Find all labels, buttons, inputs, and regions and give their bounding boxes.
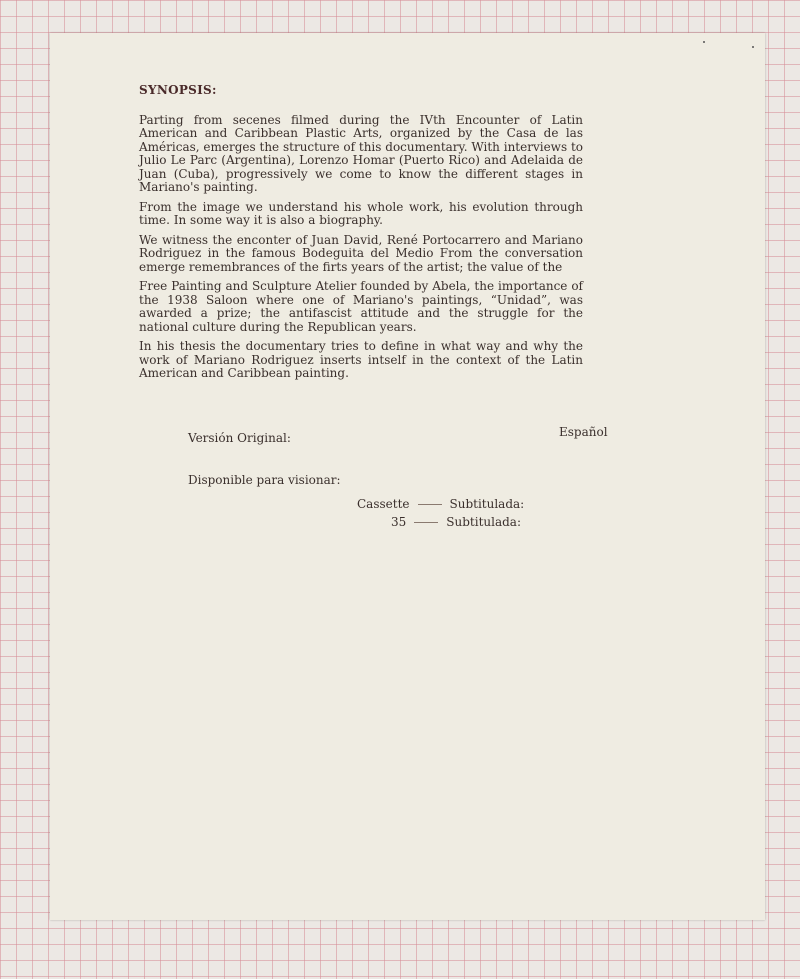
- speck-mark: [752, 46, 754, 48]
- format-row-35mm: [391, 515, 521, 529]
- subtitulada-label: Subtitulada:: [449, 497, 525, 511]
- subtitulada-label: Subtitulada:: [446, 515, 521, 529]
- synopsis-heading: SYNOPSIS:: [139, 83, 217, 97]
- version-original-value: Español: [559, 425, 608, 439]
- format-name: 35: [391, 515, 407, 529]
- synopsis-section: [139, 84, 583, 387]
- synopsis-paragraph: Parting from secenes filmed during the IVth Encounter of Latin American and Caribbean Plastic Arts, organized by the Casa de las Américas, emerges the structure of this documentary. With interviews to Julio Le Parc (Argentina), Lorenzo Homar (Puerto Rico) and Adelaida de Juan (Cuba), progressively we come to know the different stages in Mariano's painting.: [139, 112, 583, 194]
- synopsis-paragraph: Free Painting and Sculpture Atelier founded by Abela, the importance of the 1938 Saloon where one of Mariano's paintings, “Unidad”, was awarded a prize; the antifascist attitude and the struggle for the national culture during the Republican years.: [139, 279, 583, 334]
- disponible-label: Disponible para visionar:: [188, 473, 341, 487]
- speck-mark: [703, 41, 705, 43]
- version-original-label: Versión Original:: [188, 431, 291, 445]
- format-name: Cassette: [357, 497, 410, 511]
- blank-line: [418, 504, 442, 505]
- synopsis-paragraph: From the image we understand his whole work, his evolution through time. In some way it is also a biography.: [139, 199, 583, 227]
- blank-line: [414, 522, 438, 523]
- format-row-cassette: [357, 497, 524, 511]
- synopsis-paragraph: In his thesis the documentary tries to define in what way and why the work of Mariano Rodriguez inserts intself in the context of the Latin American and Caribbean painting.: [139, 339, 583, 380]
- synopsis-paragraph: We witness the enconter of Juan David, René Portocarrero and Mariano Rodriguez in the famous Bodeguita del Medio From the conversation emerge remembrances of the firts years of the artist; the value of the: [139, 232, 583, 274]
